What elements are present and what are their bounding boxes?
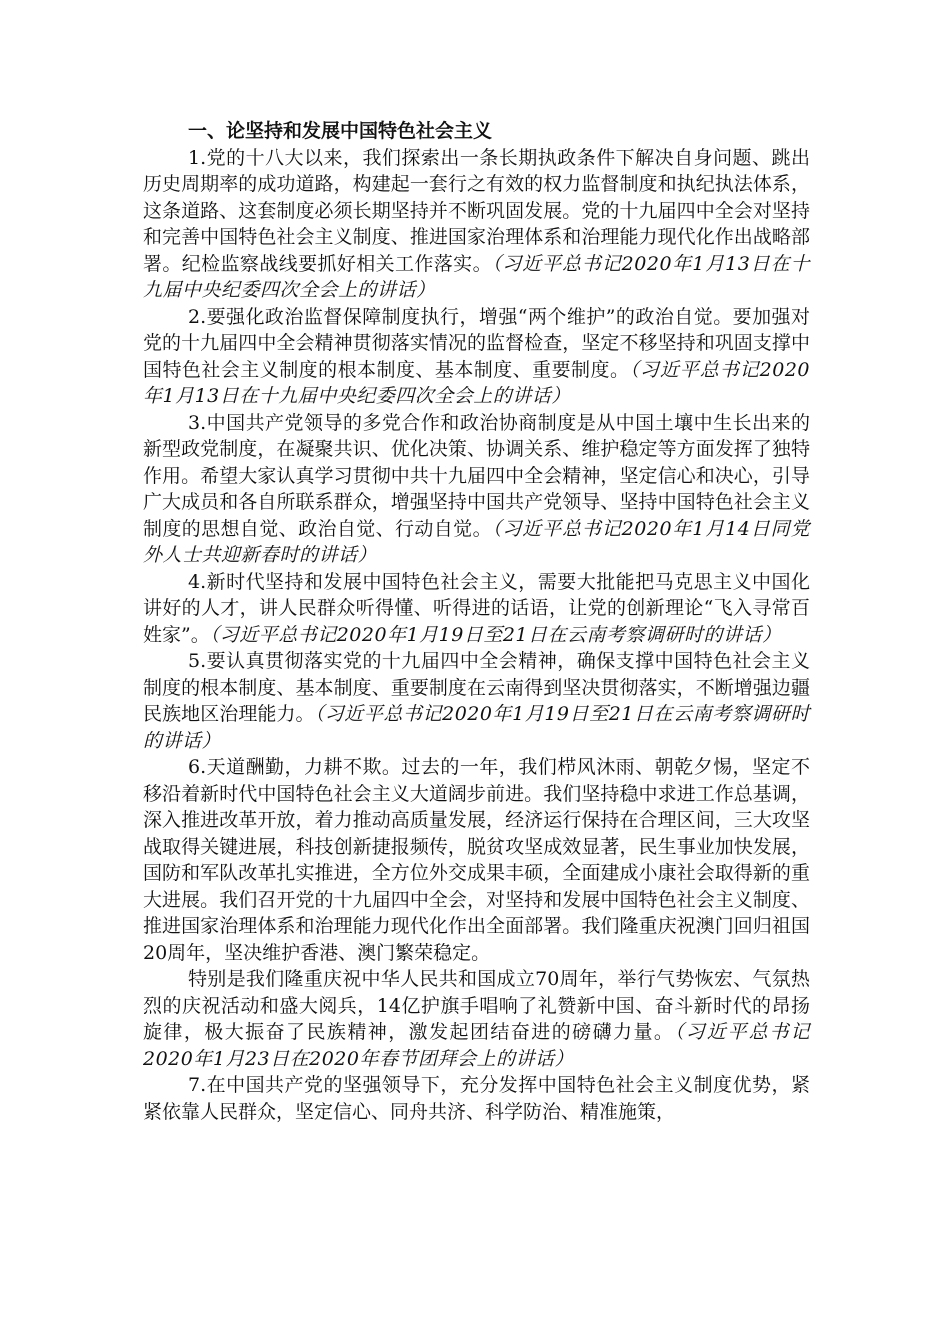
paragraph-source: （习近平总书记2020年1月13日在十九届中央纪委四次全会上的讲话） <box>143 252 810 301</box>
paragraph-text: 4.新时代坚持和发展中国特色社会主义，需要大批能把马克思主义中国化讲好的人才，讲人民群众听得懂、听得进的话语，让党的创新理论“飞入寻常百姓家”。 <box>143 570 810 646</box>
paragraph-1 <box>143 145 810 304</box>
document-page <box>143 118 810 1125</box>
paragraph-3 <box>143 410 810 569</box>
paragraph-text: 2.要强化政治监督保障制度执行，增强“两个维护”的政治自觉。要加强对党的十九届四中全会精神贯彻落实情况的监督检查，坚定不移坚持和巩固支撑中国特色社会主义制度的根本制度、基本制度、重要制度。 <box>143 305 810 381</box>
paragraph-7 <box>143 1072 810 1125</box>
paragraph-source: （习近平总书记2020年1月23日在2020年春节团拜会上的讲话） <box>143 1021 810 1070</box>
paragraph-text: 3.中国共产党领导的多党合作和政治协商制度是从中国土壤中生长出来的新型政党制度，在凝聚共识、优化决策、协调关系、维护稳定等方面发挥了独特作用。希望大家认真学习贯彻中共十九届四中全会精神，坚定信心和决心，引导广大成员和各自所联系群众，增强坚持中国共产党领导、坚持中国特色社会主义制度的思想自觉、政治自觉、行动自觉。 <box>143 411 810 540</box>
paragraph-text: 6.天道酬勤，力耕不欺。过去的一年，我们栉风沐雨、朝乾夕惕，坚定不移沿着新时代中国特色社会主义大道阔步前进。我们坚持稳中求进工作总基调，深入推进改革开放，着力推动高质量发展，经济运行保持在合理区间，三大攻坚战取得关键进展，科技创新捷报频传，脱贫攻坚成效显著，民生事业加快发展，国防和军队改革扎实推进，全方位外交成果丰硕，全面建成小康社会取得新的重大进展。我们召开党的十九届四中全会，对坚持和发展中国特色社会主义制度、推进国家治理体系和治理能力现代化作出全面部署。我们隆重庆祝澳门回归祖国20周年，坚决维护香港、澳门繁荣稳定。 <box>143 756 810 964</box>
paragraph-source: （习近平总书记2020年1月13日在十九届中央纪委四次全会上的讲话） <box>143 358 810 407</box>
paragraph-4 <box>143 569 810 649</box>
paragraph-text: 5.要认真贯彻落实党的十九届四中全会精神，确保支撑中国特色社会主义制度的根本制度、基本制度、重要制度在云南得到坚决贯彻落实，不断增强边疆民族地区治理能力。 <box>143 650 810 725</box>
paragraph-6 <box>143 754 810 966</box>
paragraph-text: 1.党的十八大以来，我们探索出一条长期执政条件下解决自身问题、跳出历史周期率的成功道路，构建起一套行之有效的权力监督制度和执纪执法体系，这条道路、这套制度必须长期坚持并不断巩固发展。党的十九届四中全会对坚持和完善中国特色社会主义制度、推进国家治理体系和治理能力现代化作出战略部署。纪检监察战线要抓好相关工作落实。 <box>143 146 810 275</box>
paragraph-text: 7.在中国共产党的坚强领导下，充分发挥中国特色社会主义制度优势，紧紧依靠人民群众，坚定信心、同舟共济、科学防治、精准施策， <box>143 1074 810 1123</box>
section-heading: 一、论坚持和发展中国特色社会主义 <box>188 120 493 142</box>
paragraph-source: （习近平总书记2020年1月19日至21日在云南考察调研时的讲话） <box>209 623 782 646</box>
paragraph-text: 特别是我们隆重庆祝中华人民共和国成立70周年，举行气势恢宏、气氛热烈的庆祝活动和盛大阅兵，14亿护旗手唱响了礼赞新中国、奋斗新时代的昂扬旋律，极大振奋了民族精神，激发起团结奋进的磅礴力量。 <box>143 968 810 1043</box>
paragraph-2 <box>143 304 810 410</box>
paragraph-6-continued <box>143 966 810 1072</box>
paragraph-source: （习近平总书记2020年1月14日同党外人士共迎新春时的讲话） <box>143 517 810 566</box>
paragraph-5 <box>143 648 810 754</box>
paragraph-source: （习近平总书记2020年1月19日至21日在云南考察调研时的讲话） <box>143 703 810 752</box>
